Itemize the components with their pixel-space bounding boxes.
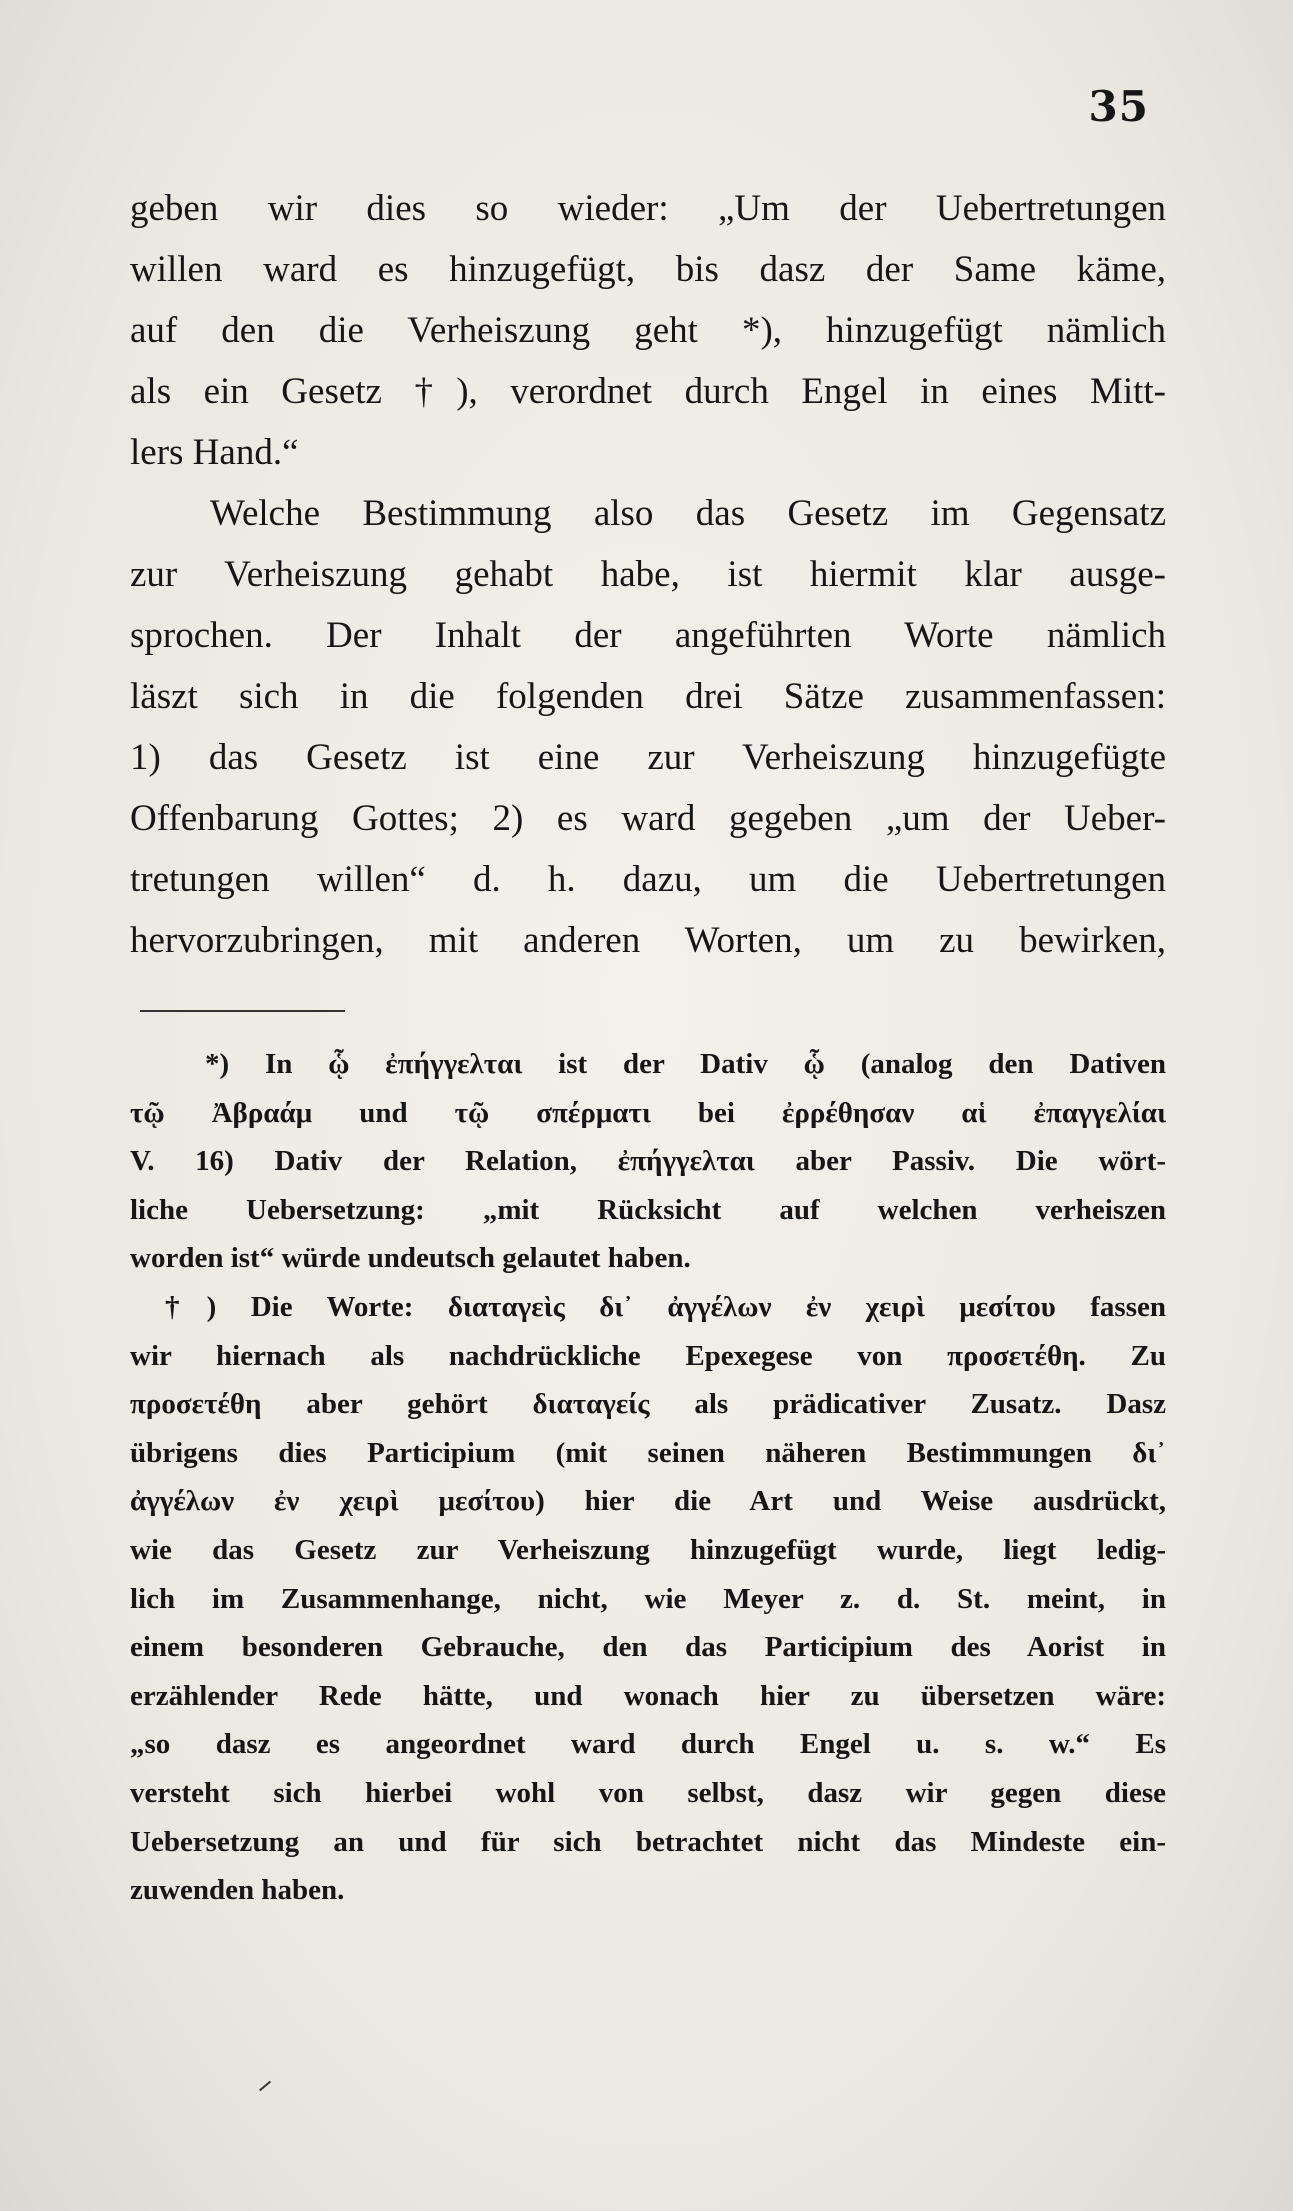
footnote-line: wir hiernach als nachdrückliche Epexegese von προσετέθη. Zu — [130, 1339, 1166, 1372]
footnote-line: „so dasz es angeordnet ward durch Engel u. s. w.“ Es — [130, 1728, 1166, 1761]
text-line: hervorzubringen, mit anderen Worten, um zu bewirken, — [130, 920, 1166, 961]
footnote-line: worden ist“ würde undeutsch gelautet haben. — [130, 1242, 691, 1275]
text-line: läszt sich in die folgenden drei Sätze zusammenfassen: — [130, 676, 1166, 717]
text-line: Offenbarung Gottes; 2) es ward gegeben „um der Ueber- — [130, 798, 1166, 839]
footnote-line: erzählender Rede hätte, und wonach hier zu übersetzen wäre: — [130, 1679, 1166, 1712]
text-line: 1) das Gesetz ist eine zur Verheiszung hinzugefügte — [130, 737, 1166, 778]
footnote-line: übrigens dies Participium (mit seinen näheren Bestimmungen δι᾽ — [130, 1436, 1166, 1469]
text-line: auf den die Verheiszung geht *), hinzugefügt nämlich — [130, 310, 1166, 351]
footnote-line: Uebersetzung an und für sich betrachtet nicht das Mindeste ein- — [130, 1825, 1166, 1858]
text-line: sprochen. Der Inhalt der angeführten Worte nämlich — [130, 615, 1166, 656]
text-line: lers Hand.“ — [130, 432, 299, 473]
footnote-line: versteht sich hierbei wohl von selbst, dasz wir gegen diese — [130, 1776, 1166, 1809]
footnote-line: wie das Gesetz zur Verheiszung hinzugefügt wurde, liegt ledig- — [130, 1533, 1166, 1566]
pencil-mark — [259, 2081, 271, 2092]
footnote-line: *) In ᾧ ἐπήγγελται ist der Dativ ᾧ (analog den Dativen — [205, 1048, 1166, 1080]
main-text — [130, 178, 1166, 971]
footnotes — [130, 1040, 1166, 1915]
footnote-line: τῷ Ἀβραάμ und τῷ σπέρματι bei ἐρρέθησαν αἱ ἐπαγγελίαι — [130, 1096, 1166, 1129]
page-number: 35 — [1088, 82, 1149, 131]
footnote-line: V. 16) Dativ der Relation, ἐπήγγελται aber Passiv. Die wört- — [130, 1145, 1166, 1178]
text-line: zur Verheiszung gehabt habe, ist hiermit klar ausge- — [130, 554, 1166, 595]
footnote-line: †) Die Worte: διαταγεὶς δι᾽ ἀγγέλων ἐν χειρὶ μεσίτου fassen — [165, 1290, 1166, 1323]
footnote-line: zuwenden haben. — [130, 1874, 345, 1907]
text-line: Welche Bestimmung also das Gesetz im Gegensatz — [210, 493, 1166, 534]
footnote-line: liche Uebersetzung: „mit Rücksicht auf welchen verheiszen — [130, 1193, 1166, 1226]
footnote-divider — [140, 1010, 345, 1012]
text-line: geben wir dies so wieder: „Um der Uebertretungen — [130, 188, 1166, 229]
footnote-line: προσετέθη aber gehört διαταγείς als prädicativer Zusatz. Dasz — [130, 1388, 1166, 1421]
footnote-line: einem besonderen Gebrauche, den das Participium des Aorist in — [130, 1631, 1166, 1664]
text-line: willen ward es hinzugefügt, bis dasz der Same käme, — [130, 249, 1166, 290]
footnote-line: ἀγγέλων ἐν χειρὶ μεσίτου) hier die Art und Weise ausdrückt, — [130, 1485, 1166, 1518]
footnote-line: lich im Zusammenhange, nicht, wie Meyer z. d. St. meint, in — [130, 1582, 1166, 1615]
text-line: als ein Gesetz †), verordnet durch Engel in eines Mitt- — [130, 371, 1166, 412]
text-line: tretungen willen“ d. h. dazu, um die Uebertretungen — [130, 859, 1166, 900]
